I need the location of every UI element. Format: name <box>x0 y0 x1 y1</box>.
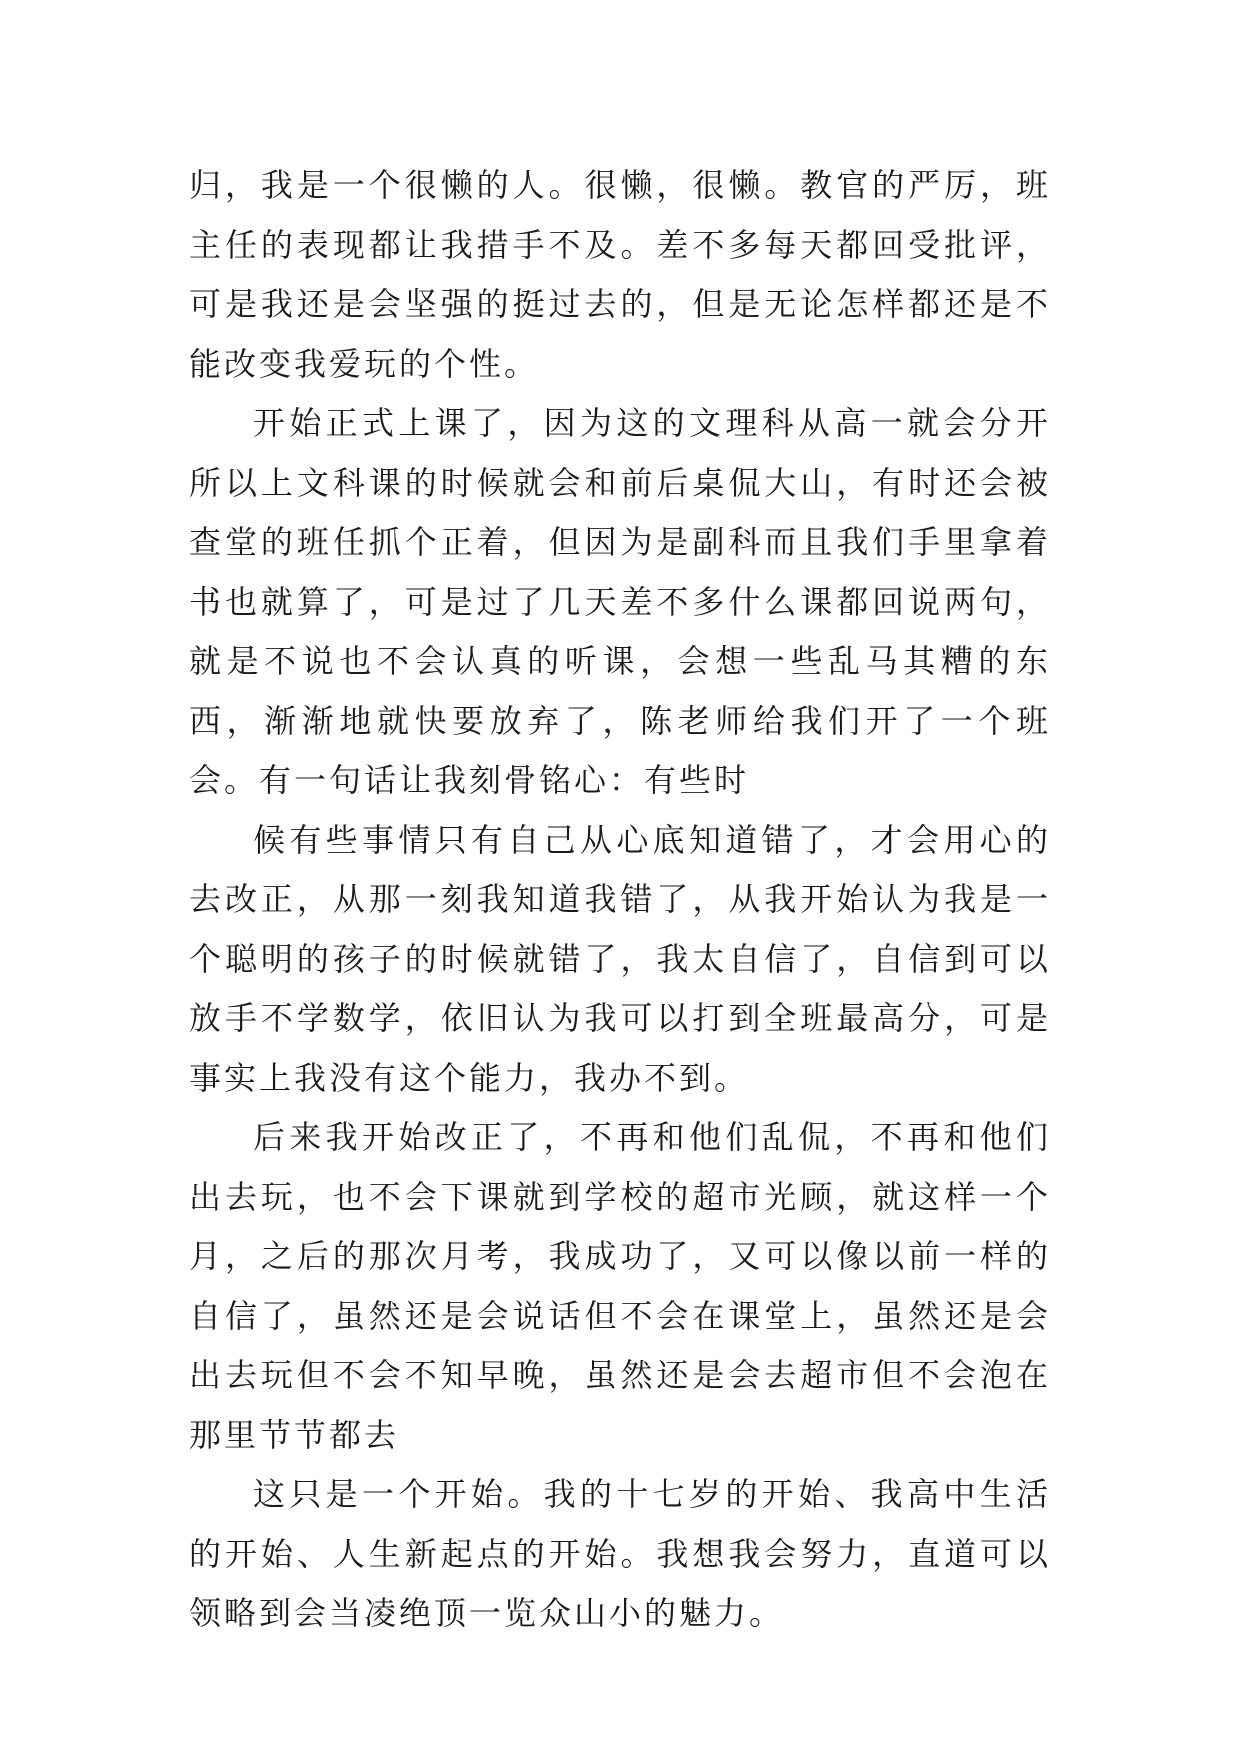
document-body <box>189 156 1051 1644</box>
paragraph-1: 归，我是一个很懒的人。很懒，很懒。教官的严厉，班主任的表现都让我措手不及。差不多每天都回受批评，可是我还是会坚强的挺过去的，但是无论怎样都还是不能改变我爱玩的个性。 <box>189 166 1051 383</box>
paragraph-4: 后来我开始改正了，不再和他们乱侃，不再和他们出去玩，也不会下课就到学校的超市光顾，就这样一个月，之后的那次月考，我成功了，又可以像以前一样的自信了，虽然还是会说话但不会在课堂上，虽然还是会出去玩但不会不知早晚，虽然还是会去超市但不会泡在那里节节都去 <box>189 1118 1051 1454</box>
paragraph-2: 开始正式上课了，因为这的文理科从高一就会分开所以上文科课的时候就会和前后桌侃大山，有时还会被查堂的班任抓个正着，但因为是副科而且我们手里拿着书也就算了，可是过了几天差不多什么课都回说两句，就是不说也不会认真的听课，会想一些乱马其糟的东西，渐渐地就快要放弃了，陈老师给我们开了一个班会。有一句话让我刻骨铭心：有些时 <box>189 404 1051 799</box>
paragraph-3: 候有些事情只有自己从心底知道错了，才会用心的去改正，从那一刻我知道我错了，从我开始认为我是一个聪明的孩子的时候就错了，我太自信了，自信到可以放手不学数学，依旧认为我可以打到全班最高分，可是事实上我没有这个能力，我办不到。 <box>189 820 1051 1097</box>
paragraph-5: 这只是一个开始。我的十七岁的开始、我高中生活的开始、人生新起点的开始。我想我会努力，直道可以领略到会当凌绝顶一览众山小的魅力。 <box>189 1475 1051 1632</box>
